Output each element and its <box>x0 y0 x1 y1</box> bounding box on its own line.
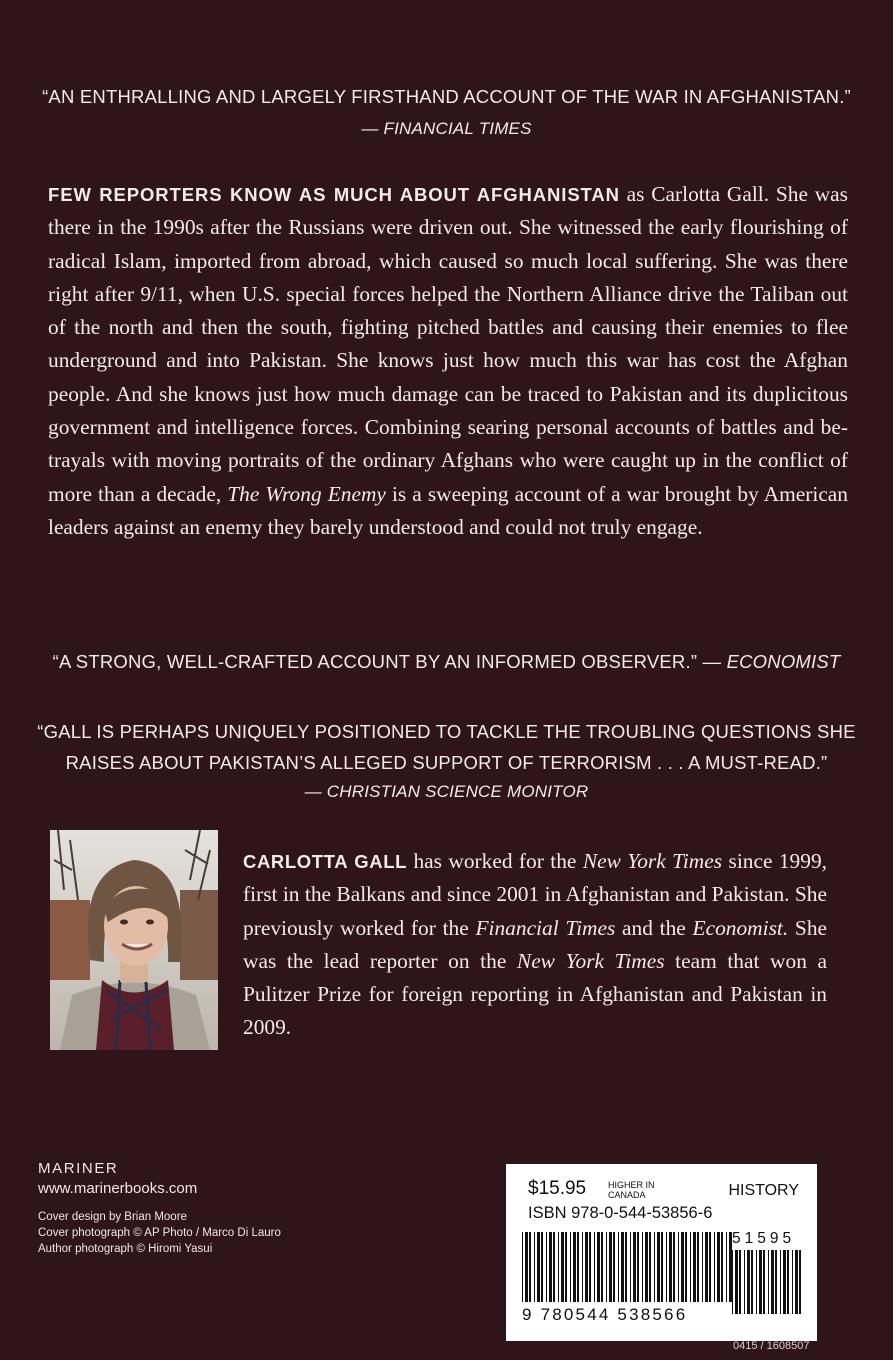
barcode-bar <box>561 1232 564 1302</box>
credit-line: Cover design by Brian Moore <box>38 1211 187 1223</box>
barcode-bar <box>673 1232 675 1302</box>
barcode-bar <box>558 1232 559 1302</box>
bio-publication: New York Times <box>516 948 665 973</box>
barcode-bar <box>618 1232 619 1302</box>
barcode-bar <box>756 1250 757 1314</box>
barcode-bar <box>649 1232 651 1302</box>
description-text-2: is a sweeping account of a war brought by American leaders against an enemy they barely understood and could not truly engage. <box>48 481 848 539</box>
book-description <box>48 178 848 544</box>
price: $15.95 <box>528 1178 587 1199</box>
barcode-bar <box>609 1232 612 1302</box>
ean-digits: 9 780544 538566 <box>522 1305 688 1324</box>
barcode-bar <box>795 1250 798 1314</box>
barcode-bar <box>759 1250 762 1314</box>
quote-line-1: “GALL IS PERHAPS UNIQUELY POSITIONED TO TACKLE THE TROUBLING QUESTIONS SHE <box>37 721 856 742</box>
barcode-bar <box>732 1250 733 1314</box>
book-title: The Wrong Enemy <box>227 481 386 506</box>
barcode-bar <box>768 1250 769 1314</box>
barcode-bar <box>744 1250 745 1314</box>
barcode-bar <box>621 1232 624 1302</box>
barcode-bar <box>709 1232 711 1302</box>
barcode-bar <box>666 1232 667 1302</box>
barcode-bar <box>678 1232 679 1302</box>
barcode-bar <box>529 1232 531 1302</box>
barcode-box <box>506 1164 817 1341</box>
author-photo <box>50 830 218 1050</box>
barcode-bar <box>597 1232 600 1302</box>
barcode-bar <box>751 1250 753 1314</box>
barcode-bar <box>582 1232 583 1302</box>
barcode-bar <box>613 1232 615 1302</box>
bio-publication: Financial Times <box>475 915 616 940</box>
ean-barcode <box>522 1232 732 1302</box>
supplement-code: 51595 <box>732 1230 796 1247</box>
bio-text: has worked for the <box>407 849 583 873</box>
barcode-bar <box>645 1232 648 1302</box>
barcode-bar <box>735 1250 738 1314</box>
price-note-line: CANADA <box>608 1190 646 1200</box>
barcode-bar <box>585 1232 588 1302</box>
description-text-1: as Carlotta Gall. She was there in the 1990s after the Russians were driven out. She witnessed the early flourishing of radical Islam, imported from abroad, which caused so much local suffering. She was there right after 9/11, when U.S. special forces helped the Northern Alliance drive the Taliban out of the north and then the south, fighting pitched battles and causing their enemies to flee underground and into Pakistan. She knows just how much this war has cost the Afghan people. And she knows just how much damage can be traced to Pakistan and its duplicitous government and intelligence forces. Combining searing personal accounts of battles and betrayals with moving portraits of the ordinary Afghans who were caught up in the conflict of more than a decade, <box>48 182 848 506</box>
bio-text: team that won a Pulitzer Prize for foreign reporting in Afghanistan and Pakistan in 2009. <box>243 948 827 1040</box>
barcode-bar <box>525 1232 528 1302</box>
barcode-bar <box>681 1232 684 1302</box>
review-quote-economist <box>0 650 893 673</box>
quote-text: “A STRONG, WELL-CRAFTED ACCOUNT BY AN INFORMED OBSERVER.” <box>52 651 698 672</box>
barcode-bar <box>601 1232 603 1302</box>
barcode-bar <box>669 1232 672 1302</box>
publisher-info <box>38 1160 281 1257</box>
barcode-bar <box>522 1232 523 1302</box>
barcode-bar <box>537 1232 540 1302</box>
barcode-bar <box>541 1232 543 1302</box>
author-portrait-image <box>50 830 218 1050</box>
barcode-bar <box>775 1250 777 1314</box>
barcode-bar <box>553 1232 555 1302</box>
barcode-bar <box>549 1232 552 1302</box>
barcode-bar <box>702 1232 703 1302</box>
barcode-bar <box>792 1250 793 1314</box>
price-note <box>608 1180 655 1200</box>
barcode-bar <box>685 1232 687 1302</box>
barcode-bar <box>690 1232 691 1302</box>
supplement-barcode <box>732 1250 804 1314</box>
barcode-bar <box>780 1250 781 1314</box>
quote-text: “AN ENTHRALLING AND LARGELY FIRSTHAND ACCOUNT OF THE WAR IN AFGHANISTAN.” <box>42 86 851 107</box>
barcode-bar <box>642 1232 643 1302</box>
quote-attribution: — ECONOMIST <box>702 651 841 672</box>
barcode-bar <box>747 1250 750 1314</box>
barcode-bar <box>799 1250 801 1314</box>
author-name: CARLOTTA GALL <box>243 851 408 872</box>
publisher-name: MARINER <box>38 1160 119 1177</box>
author-bio <box>243 845 827 1045</box>
barcode-bar <box>726 1232 727 1302</box>
barcode-bar <box>657 1232 660 1302</box>
barcode-bar <box>606 1232 607 1302</box>
barcode-bar <box>721 1232 723 1302</box>
barcode-bar <box>565 1232 567 1302</box>
review-quote-financial-times <box>0 85 893 139</box>
publisher-url: www.marinerbooks.com <box>38 1180 198 1197</box>
barcode-bar <box>573 1232 576 1302</box>
barcode-bar <box>589 1232 591 1302</box>
barcode-bar <box>771 1250 774 1314</box>
bio-text: and the <box>615 915 693 940</box>
barcode-bar <box>546 1232 547 1302</box>
barcode-bar <box>577 1232 579 1302</box>
price-note-line: HIGHER IN <box>608 1180 655 1190</box>
barcode-bar <box>693 1232 696 1302</box>
barcode-bar <box>630 1232 631 1302</box>
barcode-bar <box>714 1232 715 1302</box>
quote-attribution: — FINANCIAL TIMES <box>361 119 532 139</box>
category-label: HISTORY <box>728 1182 799 1199</box>
barcode-bar <box>763 1250 765 1314</box>
print-code: 0415 / 1608507 <box>733 1340 810 1352</box>
barcode-bar <box>787 1250 789 1314</box>
barcode-bar <box>570 1232 571 1302</box>
quote-attribution: — CHRISTIAN SCIENCE MONITOR <box>304 782 589 801</box>
barcode-bar <box>637 1232 639 1302</box>
barcode-bar <box>697 1232 699 1302</box>
barcode-bar <box>534 1232 535 1302</box>
barcode-bar <box>783 1250 786 1314</box>
barcode-bar <box>633 1232 636 1302</box>
barcode-bar <box>594 1232 595 1302</box>
review-quote-csm <box>0 716 893 804</box>
bio-text: She was the lead reporter on the <box>243 915 828 973</box>
quote-line-2: RAISES ABOUT PAKISTAN’S ALLEGED SUPPORT OF TERRORISM . . . A MUST-READ.” <box>65 752 828 773</box>
bio-publication: Economist. <box>692 915 789 940</box>
credit-line: Cover photograph © AP Photo / Marco Di Lauro <box>38 1227 281 1239</box>
description-lead: FEW REPORTERS KNOW AS MUCH ABOUT AFGHANISTAN <box>48 184 620 205</box>
barcode-bar <box>654 1232 655 1302</box>
barcode-bar <box>717 1232 720 1302</box>
barcode-bar <box>705 1232 708 1302</box>
isbn: ISBN 978-0-544-53856-6 <box>528 1204 713 1222</box>
bio-publication: New York Times <box>582 849 723 873</box>
barcode-bar <box>625 1232 627 1302</box>
bio-text: since 1999, first in the Balkans and since 2001 in Afghanistan and Pakistan. She previously worked for the <box>243 849 827 940</box>
credit-line: Author photograph © Hiromi Yasui <box>38 1243 213 1255</box>
barcode-bar <box>661 1232 663 1302</box>
cover-credits <box>38 1209 281 1257</box>
barcode-bar <box>739 1250 741 1314</box>
